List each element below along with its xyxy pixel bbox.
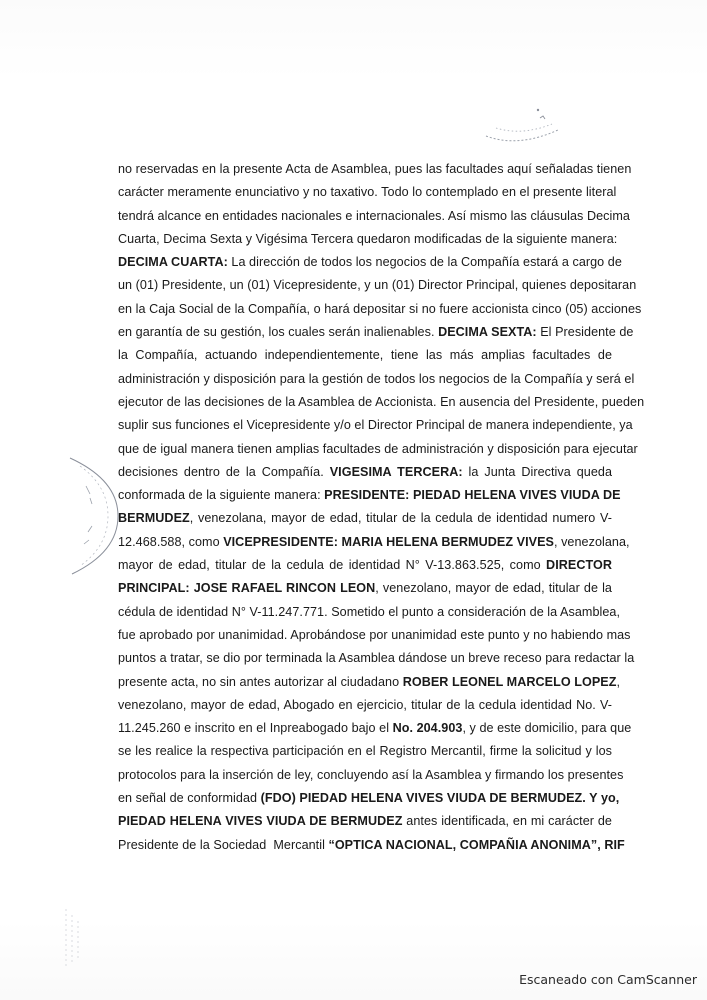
text-line [118, 484, 621, 507]
text-run: se les realice la respectiva participación en el Registro Mercantil, firme la solicitud y los [118, 744, 612, 759]
text-run: mayor de edad, titular de la cedula de identidad N° V-13.863.525, como [118, 558, 547, 573]
text-run: no reservadas en la presente Acta de Asamblea, pues las facultades aquí señaladas tienen [118, 162, 632, 176]
text-run: , venezolana, mayor de edad, titular de la cedula de identidad numero V- [189, 511, 612, 526]
bold-text: DECIMA SEXTA: [438, 325, 537, 340]
text-run: El Presidente de [536, 325, 634, 340]
text-run: suplir sus funciones el Vicepresidente y/o el Director Principal de manera independiente, ya [118, 418, 633, 433]
text-line [118, 368, 635, 391]
text-line [118, 694, 612, 717]
text-run: La dirección de todos los negocios de la Compañía estará a cargo de [227, 255, 622, 270]
text-line [118, 321, 634, 344]
text-run: , venezolana, [553, 534, 630, 549]
text-run: tendrá alcance en entidades nacionales e internacionales. Así mismo las cláusulas Decima [118, 208, 630, 223]
text-line [118, 251, 622, 274]
scanner-watermark: Escaneado con CamScanner [519, 972, 697, 987]
text-run: en la Caja Social de la Compañía, o hará depositar si no fuere accionista cinco (05) acciones [118, 301, 642, 316]
text-run: en garantía de su gestión, los cuales serán inalienables. [118, 325, 439, 340]
stamp-mark-bottom [60, 905, 90, 975]
stamp-mark-top [478, 106, 568, 156]
text-line [118, 554, 612, 577]
text-line [118, 624, 631, 647]
text-line [118, 391, 645, 414]
bold-text: PIEDAD HELENA VIVES VIUDA DE BERMUDEZ [118, 814, 403, 829]
text-line [118, 647, 635, 670]
text-run: 12.468.588, como [118, 534, 224, 549]
text-run: Presidente de la Sociedad Mercantil [118, 837, 329, 852]
text-line [118, 298, 642, 321]
text-line [118, 601, 620, 624]
text-line [118, 764, 624, 787]
text-run: que de igual manera tienen amplias facultades de administración y disposición para ejecutar [118, 441, 638, 456]
text-line [118, 507, 612, 530]
text-run: en señal de conformidad [118, 791, 261, 806]
text-line [118, 834, 625, 857]
text-line [118, 414, 633, 437]
bold-text: DECIMA CUARTA: [118, 255, 228, 270]
text-line [118, 205, 630, 228]
text-line [118, 531, 630, 554]
text-line [118, 228, 618, 251]
text-line [118, 181, 617, 204]
text-run: , y de este domicilio, para que [462, 721, 632, 736]
text-line [118, 158, 632, 181]
text-line [118, 671, 621, 694]
text-run: presente acta, no sin antes autorizar al ciudadano [118, 674, 403, 689]
text-line [118, 810, 612, 833]
bold-text: DIRECTOR [546, 558, 612, 573]
text-run: Cuarta, Decima Sexta y Vigésima Tercera quedaron modificadas de la siguiente manera: [118, 231, 618, 246]
bold-text: VIGESIMA TERCERA: [329, 464, 463, 479]
text-run: carácter meramente enunciativo y no taxativo. Todo lo contemplado en el presente literal [118, 185, 617, 200]
bold-text: (FDO) PIEDAD HELENA VIVES VIUDA DE BERMUDEZ. Y yo, [260, 791, 620, 806]
text-line [118, 577, 612, 600]
bold-text: VICEPRESIDENTE: MARIA HELENA BERMUDEZ VIVES [223, 534, 554, 549]
bold-text: BERMUDEZ [118, 511, 190, 526]
text-run: antes identificada, en mi carácter de [402, 814, 612, 829]
text-run: 11.245.260 e inscrito en el Inpreabogado bajo el [118, 721, 393, 736]
text-run: la Junta Directiva queda [462, 464, 612, 479]
text-run: cédula de identidad N° V-11.247.771. Sometido el punto a consideración de la Asamblea, [118, 604, 620, 619]
text-line [118, 717, 632, 740]
text-line [118, 740, 612, 763]
text-run: administración y disposición para la gestión de todos los negocios de la Compañía y será el [118, 371, 635, 386]
text-run: puntos a tratar, se dio por terminada la Asamblea dándose un breve receso para redactar la [118, 651, 635, 666]
text-run: fue aprobado por unanimidad. Aprobándose por unanimidad este punto y no habiendo mas [118, 627, 631, 642]
text-line [118, 274, 637, 297]
text-run: conformada de la siguiente manera: [118, 488, 325, 503]
text-line [118, 461, 612, 484]
text-run: decisiones dentro de la Compañía. [118, 464, 330, 479]
text-run: ejecutor de las decisiones de la Asamblea de Accionista. En ausencia del Presidente, pueden [118, 394, 645, 409]
text-run: , [616, 674, 621, 689]
text-run: protocolos para la inserción de ley, concluyendo así la Asamblea y firmando los presentes [118, 767, 624, 782]
document-body [118, 158, 645, 857]
bold-text: No. 204.903 [392, 721, 463, 736]
text-run: venezolano, mayor de edad, Abogado en ejercicio, titular de la cedula identidad No. V- [118, 697, 612, 712]
text-run: un (01) Presidente, un (01) Vicepresidente, y un (01) Director Principal, quienes depositaran [118, 278, 637, 293]
bold-text: “OPTICA NACIONAL, COMPAÑIA ANONIMA”, RIF [328, 837, 625, 852]
text-line [118, 787, 620, 810]
bold-text: ROBER LEONEL MARCELO LOPEZ [402, 674, 617, 689]
bold-text: PRESIDENTE: PIEDAD HELENA VIVES VIUDA DE [324, 488, 621, 503]
text-line [118, 438, 638, 461]
text-line [118, 344, 612, 367]
bold-text: PRINCIPAL: JOSE RAFAEL RINCON LEON [118, 581, 376, 596]
text-run: la Compañía, actuando independientemente, tiene las más amplias facultades de [118, 348, 612, 363]
text-run: , venezolano, mayor de edad, titular de la [375, 581, 612, 596]
